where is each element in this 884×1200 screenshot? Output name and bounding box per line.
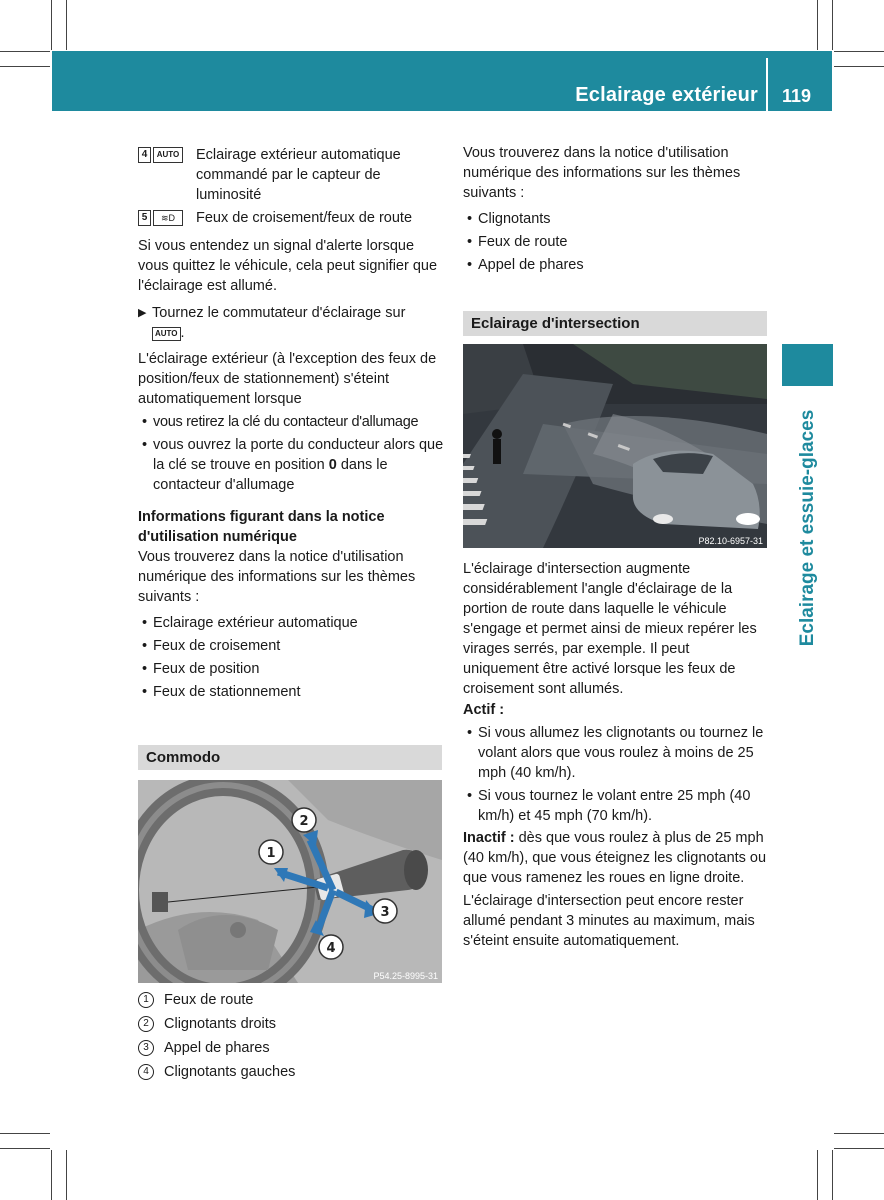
legend-text: Clignotants droits: [164, 1016, 277, 1032]
low-high-beam-icon: ≋D: [153, 210, 183, 226]
auto-light-icon: AUTO: [153, 147, 183, 163]
bullet-icon: •: [142, 414, 148, 430]
crop-mark: [66, 0, 67, 50]
legend-number: 4: [138, 1064, 154, 1080]
list-item-text: Feux de position: [153, 661, 260, 677]
right-column-bottom: [463, 559, 769, 951]
list-item-text: Feux de route: [478, 234, 568, 250]
inactif-text: dès que vous roulez à plus de 25 mph (40 km/h), que vous éteignez les clignotants ou que vous ramenez les roues en ligne droite.: [463, 830, 767, 886]
section-header-intersection: Eclairage d'intersection: [463, 311, 767, 336]
figure-code: P54.25-8995-31: [373, 971, 438, 981]
list-item: [138, 636, 444, 656]
intersection-paragraph: L'éclairage d'intersection augmente considérablement l'angle d'éclairage de la portion de route dans laquelle le véhicule s'engage et permet ainsi de mieux repérer les virages serrés, par exemple. Il peut uniquement être activé lorsque les feux de croisement sont allumés.: [463, 561, 757, 697]
right-column-top: [463, 143, 769, 275]
list-item: [463, 786, 769, 826]
key-row-auto: [138, 145, 444, 205]
header-divider: [766, 58, 768, 111]
list-item: [138, 613, 444, 633]
list-item-text: dans le contacteur d'allumage: [153, 457, 388, 493]
crop-mark: [51, 0, 52, 50]
side-tab-marker: [782, 344, 833, 386]
page-number: 119: [782, 86, 812, 106]
list-item-text: Si vous allumez les clignotants ou tournez le volant alors que vous roulez à moins de 25 mph (40 km/h).: [478, 725, 764, 781]
bullet-icon: •: [467, 234, 473, 250]
instruction-step: ▶ Tournez le commutateur d'éclairage sur AUTO .: [138, 305, 406, 341]
list-item: [138, 682, 444, 702]
list-item: [138, 412, 444, 432]
legend-item: [138, 1036, 438, 1060]
list-item-text: Clignotants: [478, 211, 551, 227]
key-number: 5: [138, 210, 151, 226]
key-badge: [138, 147, 185, 163]
key-row-beam: [138, 208, 444, 228]
list-item: [463, 232, 769, 252]
key-description: Feux de croisement/feux de route: [196, 210, 413, 226]
list-item-text: Si vous tournez le volant entre 25 mph (40 km/h) et 45 mph (70 km/h).: [478, 788, 751, 824]
svg-text:4: 4: [326, 941, 336, 956]
crop-mark: [0, 51, 50, 52]
left-column: [138, 145, 444, 702]
list-item-text: Feux de stationnement: [153, 684, 301, 700]
auto-light-icon: AUTO: [152, 327, 181, 341]
legend-item: [138, 1060, 438, 1084]
crop-mark: [834, 51, 884, 52]
warning-paragraph: Si vous entendez un signal d'alerte lorsque vous quittez le véhicule, cela peut signifier que l'éclairage est allumé.: [138, 238, 438, 294]
intersection-lighting-figure: [463, 344, 767, 548]
bullet-icon: •: [467, 257, 473, 273]
bullet-icon: •: [467, 725, 473, 741]
legend-number: 3: [138, 1040, 154, 1056]
key-number: 4: [138, 147, 151, 163]
crop-mark: [834, 1148, 884, 1149]
section-header-commodo: Commodo: [138, 745, 442, 770]
bullet-icon: •: [142, 661, 148, 677]
legend-text: Appel de phares: [164, 1040, 270, 1056]
page-title: Eclairage extérieur: [575, 84, 758, 106]
list-item-text: Feux de croisement: [153, 638, 281, 654]
arrow-right-icon: ▶: [138, 307, 147, 319]
crop-mark: [832, 1150, 833, 1200]
key-description: Eclairage extérieur automatique commandé par le capteur de luminosité: [196, 147, 401, 203]
figure-code: P82.10-6957-31: [698, 536, 763, 546]
crop-mark: [0, 1148, 50, 1149]
inactif-label: Inactif :: [463, 830, 515, 846]
crop-mark: [66, 1150, 67, 1200]
list-item-text: vous retirez la clé du contacteur d'allumage: [153, 414, 419, 430]
svg-text:3: 3: [380, 905, 390, 920]
bullet-icon: •: [467, 788, 473, 804]
bullet-icon: •: [142, 615, 148, 631]
legend-item: [138, 1012, 438, 1036]
list-item: [138, 659, 444, 679]
inactif-paragraph: [463, 828, 769, 888]
list-item: [463, 255, 769, 275]
night-road-illustration: [463, 344, 767, 548]
legend-text: Feux de route: [164, 992, 254, 1008]
list-item: [463, 209, 769, 229]
auto-off-paragraph: L'éclairage extérieur (à l'exception des feux de position/feux de stationnement) s'éteint automatiquement lorsque: [138, 351, 437, 407]
crop-mark: [834, 1133, 884, 1134]
figure-legend: [138, 988, 438, 1084]
svg-text:2: 2: [299, 814, 309, 829]
crop-mark: [834, 66, 884, 67]
legend-item: [138, 988, 438, 1012]
list-item: [138, 435, 444, 495]
key-position-value: 0: [328, 457, 337, 473]
bullet-icon: •: [142, 684, 148, 700]
duration-paragraph: L'éclairage d'intersection peut encore rester allumé pendant 3 minutes au maximum, mais s'éteint ensuite automatiquement.: [463, 893, 755, 949]
key-badge: [138, 210, 185, 226]
info-paragraph: Vous trouverez dans la notice d'utilisation numérique des informations sur les thèmes suivants :: [463, 145, 741, 201]
list-item-text: Appel de phares: [478, 257, 584, 273]
info-paragraph: Vous trouverez dans la notice d'utilisation numérique des informations sur les thèmes suivants :: [138, 549, 416, 605]
crop-mark: [817, 1150, 818, 1200]
instruction-text: Tournez le commutateur d'éclairage sur: [152, 305, 406, 321]
crop-mark: [51, 1150, 52, 1200]
crop-mark: [0, 66, 50, 67]
legend-number: 2: [138, 1016, 154, 1032]
legend-number: 1: [138, 992, 154, 1008]
legend-text: Clignotants gauches: [164, 1064, 296, 1080]
svg-text:1: 1: [266, 846, 276, 861]
bullet-icon: •: [142, 437, 148, 453]
list-item-text: Eclairage extérieur automatique: [153, 615, 358, 631]
info-heading: Informations figurant dans la notice d'utilisation numérique: [138, 509, 385, 545]
crop-mark: [817, 0, 818, 50]
combination-switch-figure: [138, 780, 442, 983]
bullet-icon: •: [467, 211, 473, 227]
bullet-icon: •: [142, 638, 148, 654]
crop-mark: [832, 0, 833, 50]
side-tab-label: Eclairage et essuie-glaces: [797, 409, 818, 647]
crop-mark: [0, 1133, 50, 1134]
steering-wheel-illustration: [138, 780, 442, 983]
actif-label: Actif :: [463, 702, 505, 718]
list-item-text: vous ouvrez la porte du conducteur alors que la clé se trouve en position: [153, 437, 444, 473]
list-item: [463, 723, 769, 783]
